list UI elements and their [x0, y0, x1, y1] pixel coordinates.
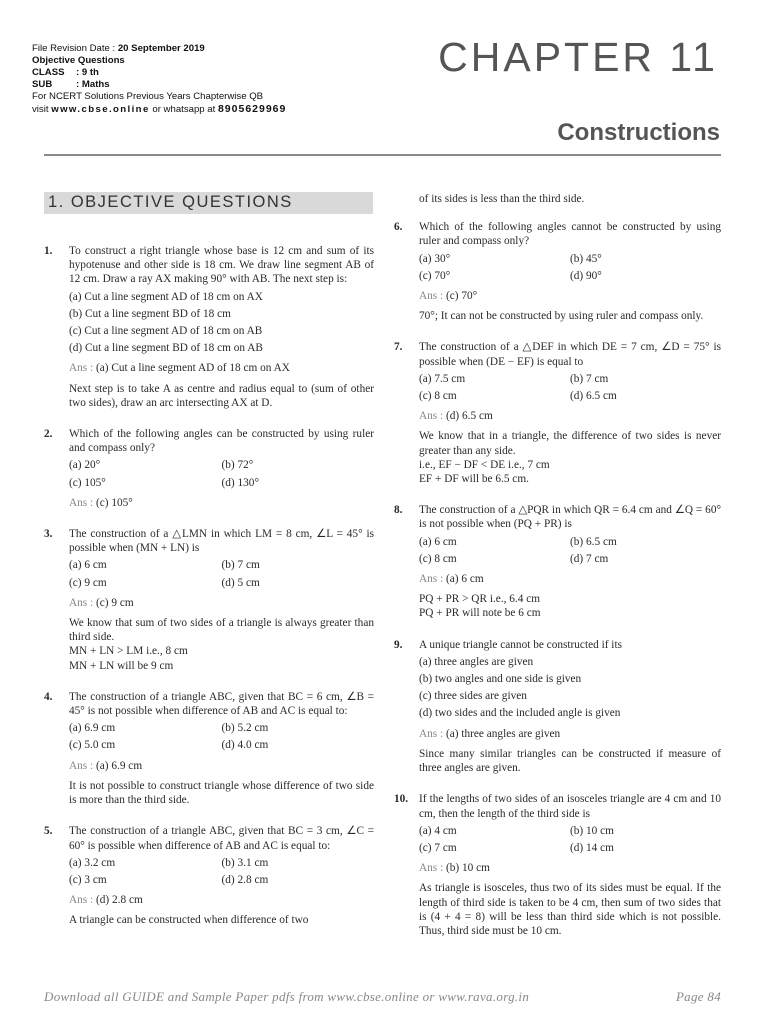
question-number: 10. — [394, 793, 409, 806]
answer-line — [69, 893, 374, 907]
question-item — [44, 427, 374, 510]
question-item — [394, 638, 721, 776]
option-item: (c) 8 cm — [419, 552, 457, 565]
revision-line — [32, 43, 362, 55]
option-item: (a) 6 cm — [419, 535, 457, 548]
option-item: (d) 2.8 cm — [221, 873, 269, 886]
continued-explanation: of its sides is less than the third side. — [419, 193, 585, 205]
answer-explanation — [69, 913, 374, 927]
option-item: (c) 70° — [419, 269, 451, 282]
answer-text: (c) 105° — [96, 496, 133, 509]
answer-explanation — [69, 616, 374, 673]
option-item: (d) two sides and the included angle is given — [419, 707, 621, 720]
option-item: (c) 7 cm — [419, 841, 457, 854]
option-item: (a) 6 cm — [69, 559, 107, 572]
question-text: The construction of a triangle ABC, given that BC = 6 cm, ∠B = 45° is not possible when difference of AB and AC is equal to: — [69, 690, 374, 718]
answer-line — [69, 496, 374, 510]
question-item — [394, 340, 721, 486]
explanation-line: EF + DF will be 6.5 cm. — [419, 473, 529, 486]
question-number: 5. — [44, 825, 53, 838]
question-number: 4. — [44, 690, 53, 703]
question-number: 9. — [394, 638, 403, 651]
option-item: (d) 7 cm — [570, 552, 609, 565]
page-footer — [44, 989, 721, 1005]
option-item: (b) 3.1 cm — [221, 856, 269, 869]
explanation-line: MN + LN will be 9 cm — [69, 659, 174, 672]
option-item: (c) 105° — [69, 476, 106, 489]
options-list — [69, 458, 374, 489]
option-item: (a) 20° — [69, 459, 101, 472]
page-number: Page 84 — [675, 989, 721, 1004]
options-list — [419, 824, 721, 855]
explanation-text: As triangle is isosceles, thus two of its sides must be equal. If the length of third side is taken to be 4 cm, then sum of two sides that is (4 + 4 = 8) will be less than third side which is not possible. Thus, third side must be 10 cm. — [419, 882, 721, 937]
revision-label: File Revision Date : — [32, 43, 118, 54]
answer-explanation — [419, 309, 721, 323]
section-title: 1. OBJECTIVE QUESTIONS — [48, 193, 293, 211]
answer-text: (a) 6 cm — [446, 573, 484, 586]
option-item: (d) 4.0 cm — [221, 739, 269, 752]
footer-text: Download all GUIDE and Sample Paper pdfs from www.cbse.online or www.rava.org.in — [44, 989, 530, 1004]
question-text: If the lengths of two sides of an isosceles triangle are 4 cm and 10 cm, then the length of the third side is — [419, 793, 721, 820]
question-text: The construction of a triangle ABC, given that BC = 3 cm, ∠C = 60° is possible when difference of AB and AC is equal to: — [69, 825, 374, 852]
answer-line — [69, 361, 374, 375]
options-list — [69, 721, 374, 752]
option-item: (a) 30° — [419, 252, 451, 265]
option-item: (c) 5.0 cm — [69, 739, 116, 752]
option-item: (d) 5 cm — [221, 576, 260, 589]
sub-label: SUB — [32, 79, 53, 90]
for-line: For NCERT Solutions Previous Years Chapterwise QB — [32, 91, 264, 102]
question-text: Which of the following angles cannot be constructed by using ruler and compass only? — [419, 221, 721, 248]
header-divider — [44, 154, 721, 156]
answer-explanation — [419, 429, 721, 486]
answer-label: Ans : — [419, 290, 444, 303]
option-item: (d) 6.5 cm — [570, 390, 617, 403]
explanation-text: 70°; It can not be constructed by using ruler and compass only. — [419, 310, 704, 323]
doc-type: Objective Questions — [32, 55, 125, 66]
answer-label: Ans : — [69, 596, 94, 609]
explanation-line: MN + LN > LM i.e., 8 cm — [69, 645, 188, 658]
option-item: (a) 6.9 cm — [69, 722, 116, 735]
question-item — [44, 690, 374, 807]
explanation-text: We know that sum of two sides of a triangle is always greater than third side. — [69, 617, 374, 644]
question-number: 6. — [394, 221, 403, 234]
option-item: (c) 8 cm — [419, 390, 457, 403]
answer-text: (b) 10 cm — [446, 862, 490, 875]
option-item: (d) 14 cm — [570, 841, 614, 854]
option-item: (b) 6.5 cm — [570, 535, 617, 548]
answer-text: (a) Cut a line segment AD of 18 cm on AX — [96, 362, 290, 375]
question-item — [44, 527, 374, 673]
question-item — [44, 244, 374, 410]
answer-line — [419, 572, 721, 586]
option-item: (b) 45° — [570, 252, 602, 265]
answer-label: Ans : — [419, 573, 444, 586]
answer-label: Ans : — [69, 496, 94, 509]
answer-explanation — [69, 382, 374, 410]
option-item: (b) 10 cm — [570, 824, 614, 837]
answer-text: (d) 6.5 cm — [446, 410, 493, 423]
question-text: Which of the following angles can be constructed by using ruler and compass only? — [69, 428, 374, 455]
answer-label: Ans : — [419, 862, 444, 875]
explanation-text: Next step is to take A as centre and radius equal to (sum of other two sides), draw an arc intersecting AX at D. — [69, 382, 374, 409]
options-list — [69, 558, 374, 589]
question-item — [394, 503, 721, 620]
question-number: 2. — [44, 428, 53, 441]
option-item: (c) 3 cm — [69, 873, 107, 886]
question-number: 3. — [44, 528, 53, 541]
answer-text: (a) 6.9 cm — [96, 759, 143, 772]
answer-line — [69, 596, 374, 610]
option-item: (a) 4 cm — [419, 824, 457, 837]
question-text: The construction of a △DEF in which DE = 7 cm, ∠D = 75° is possible when (DE − EF) is equal to — [419, 341, 721, 368]
question-text: The construction of a △LMN in which LM = 8 cm, ∠L = 45° is possible when (MN + LN) is — [69, 528, 374, 555]
options-list — [419, 372, 721, 403]
question-item — [44, 824, 374, 927]
option-item: (b) Cut a line segment BD of 18 cm — [69, 307, 231, 320]
question-item — [394, 220, 721, 323]
website-link[interactable]: www.cbse.online — [51, 104, 150, 115]
explanation-text: A triangle can be constructed when difference of two — [69, 914, 309, 927]
option-item: (b) two angles and one side is given — [419, 673, 582, 686]
explanation-line: PQ + PR will note be 6 cm — [419, 607, 541, 620]
answer-label: Ans : — [419, 410, 444, 423]
answer-label: Ans : — [419, 727, 444, 740]
question-number: 1. — [44, 245, 53, 257]
class-value: : 9 th — [76, 67, 99, 78]
option-item: (b) 7 cm — [570, 372, 609, 385]
options-list — [419, 252, 721, 283]
explanation-line: i.e., EF − DF < DE i.e., 7 cm — [419, 458, 550, 471]
answer-line — [419, 409, 721, 423]
option-item: (a) three angles are given — [419, 655, 534, 668]
answer-explanation — [69, 779, 374, 807]
option-item: (d) 90° — [570, 269, 602, 282]
explanation-text: Since many similar triangles can be constructed if measure of three angles are given. — [419, 747, 721, 775]
answer-line — [419, 727, 721, 741]
answer-label: Ans : — [69, 759, 94, 772]
question-item — [394, 792, 721, 938]
chapter-title: CHAPTER 11 — [438, 34, 718, 80]
option-item: (d) 130° — [221, 476, 259, 489]
question-text: To construct a right triangle whose base is 12 cm and sum of its hypotenuse and other side is 18 cm. We draw line segment AB of 12 cm. Draw a ray AX making 90° with AB. The next step is: — [69, 245, 374, 286]
revision-date: 20 September 2019 — [117, 43, 205, 54]
answer-line — [419, 289, 721, 303]
option-item: (a) Cut a line segment AD of 18 cm on AX — [69, 290, 263, 303]
answer-explanation — [419, 881, 721, 938]
question-number: 7. — [394, 341, 403, 354]
option-item: (b) 7 cm — [221, 559, 260, 572]
whatsapp-label: or whatsapp at — [152, 104, 216, 115]
option-item: (d) Cut a line segment BD of 18 cm on AB — [69, 342, 263, 355]
answer-text: (a) three angles are given — [446, 727, 561, 740]
document-header — [32, 43, 362, 116]
phone-number: 8905629969 — [217, 103, 287, 115]
options-list — [419, 535, 721, 566]
question-text: A unique triangle cannot be constructed if its — [419, 638, 622, 651]
answer-explanation — [419, 592, 721, 620]
answer-text: (c) 70° — [446, 290, 478, 303]
option-item: (b) 72° — [221, 459, 254, 472]
question-number: 8. — [394, 504, 403, 517]
option-item: (c) Cut a line segment AD of 18 cm on AB — [69, 325, 263, 338]
options-list — [69, 856, 374, 887]
sub-value: : Maths — [76, 79, 110, 90]
answer-label: Ans : — [69, 362, 94, 375]
option-item: (c) 9 cm — [69, 576, 107, 589]
option-item: (b) 5.2 cm — [221, 722, 269, 735]
answer-text: (c) 9 cm — [96, 596, 134, 609]
answer-label: Ans : — [69, 894, 94, 907]
visit-label: visit — [32, 104, 49, 115]
option-item: (a) 3.2 cm — [69, 856, 116, 869]
explanation-text: We know that in a triangle, the difference of two sides is never greater than any side. — [419, 430, 721, 457]
subject-title: Constructions — [557, 119, 720, 146]
section-heading — [44, 192, 373, 214]
question-text: The construction of a △PQR in which QR = 6.4 cm and ∠Q = 60° is not possible when (PQ + PR) is — [419, 504, 721, 531]
answer-explanation — [419, 747, 721, 775]
explanation-text: It is not possible to construct triangle whose difference of two side is more than the third side. — [69, 779, 374, 807]
answer-line — [419, 861, 721, 875]
option-item: (a) 7.5 cm — [419, 372, 466, 385]
options-list — [419, 655, 721, 721]
column-right — [394, 192, 721, 955]
options-list — [69, 290, 374, 356]
answer-text: (d) 2.8 cm — [96, 894, 143, 907]
column-left — [44, 244, 374, 945]
class-label: CLASS — [32, 67, 65, 78]
explanation-line: PQ + PR > QR i.e., 6.4 cm — [419, 593, 541, 606]
answer-line — [69, 759, 374, 773]
option-item: (c) three sides are given — [419, 690, 527, 703]
